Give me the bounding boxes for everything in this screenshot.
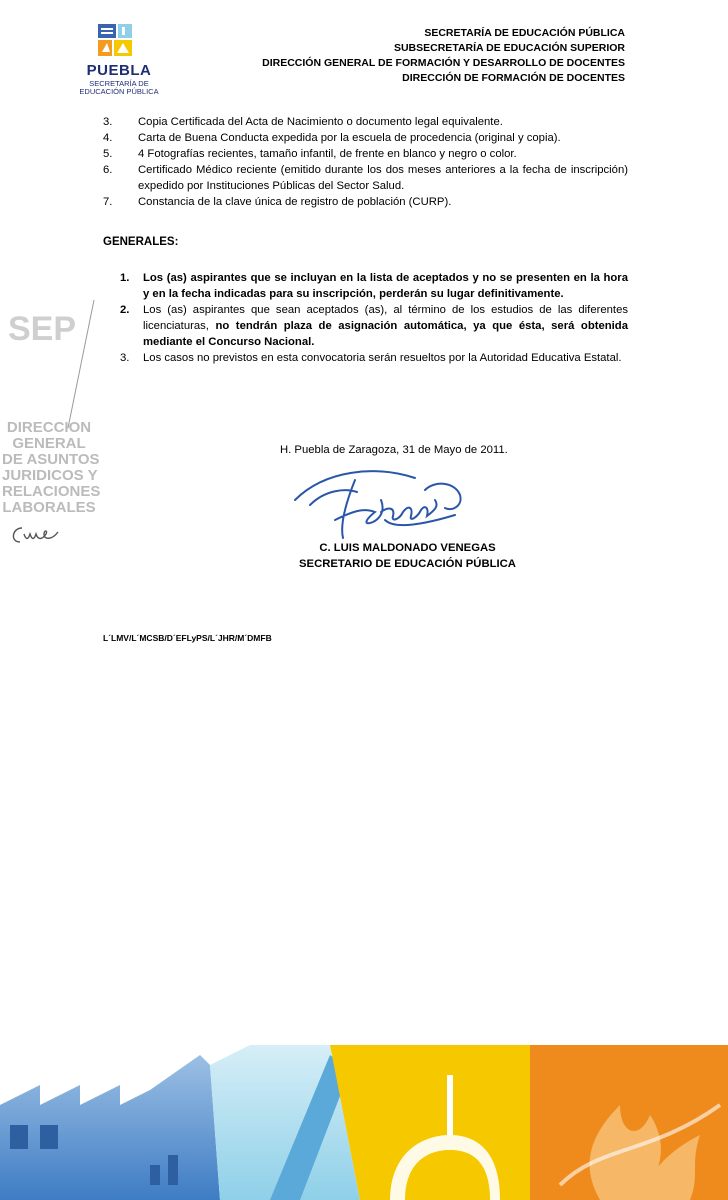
reference-initials: L´LMV/L´MCSB/D´EFLyPS/L´JHR/M´DMFB xyxy=(103,633,272,643)
sep-watermark-text: SEP xyxy=(8,310,77,348)
initials-signature xyxy=(8,520,68,550)
list-item xyxy=(103,194,628,210)
header-line1: SECRETARÍA DE EDUCACIÓN PÚBLICA xyxy=(424,27,625,39)
list-number: 4. xyxy=(103,132,113,144)
list-number: 2. xyxy=(120,304,130,316)
header-line4: DIRECCIÓN DE FORMACIÓN DE DOCENTES xyxy=(402,72,625,84)
logo-subtitle-line2: EDUCACIÓN PÚBLICA xyxy=(79,87,159,96)
watermark-line1: DIRECCION xyxy=(6,419,92,436)
list-number: 5. xyxy=(103,148,113,160)
signer-name: C. LUIS MALDONADO VENEGAS xyxy=(319,542,496,554)
watermark-line6: LABORALES xyxy=(2,499,96,516)
list-text: Copia Certificada del Acta de Nacimiento o documento legal equivalente. xyxy=(138,116,503,128)
watermark-line3: DE ASUNTOS xyxy=(2,451,100,468)
footer-banner xyxy=(0,1045,728,1200)
list-text-bold: no tendrán plaza de asignación automática, ya que ésta, será obtenida mediante el Concurso Nacional. xyxy=(143,320,628,348)
list-item xyxy=(120,350,628,366)
list-item xyxy=(120,302,628,350)
logo-brand: PUEBLA xyxy=(86,62,152,79)
list-text: Los casos no previstos en esta convocatoria serán resueltos por la Autoridad Educativa Estatal. xyxy=(143,352,622,364)
list-text: Carta de Buena Conducta expedida por la escuela de procedencia (original y copia). xyxy=(138,132,561,144)
watermark-stamp xyxy=(2,419,101,516)
generales-list xyxy=(120,270,628,366)
watermark-line5: RELACIONES xyxy=(2,483,101,500)
list-number: 7. xyxy=(103,196,113,208)
puebla-logo-icon xyxy=(98,22,138,60)
list-text: Los (as) aspirantes que sean aceptados (as), al término de los estudios de las diferentes licenciaturas, xyxy=(143,304,628,332)
logo-subtitle xyxy=(74,80,164,96)
signer-title: SECRETARIO DE EDUCACIÓN PÚBLICA xyxy=(299,558,516,570)
signature xyxy=(285,460,495,550)
list-number: 3. xyxy=(103,116,113,128)
list-number: 6. xyxy=(103,164,113,176)
place-date: H. Puebla de Zaragoza, 31 de Mayo de 2011. xyxy=(280,444,508,456)
puebla-logo xyxy=(74,22,164,102)
watermark-line4: JURIDICOS Y xyxy=(2,467,98,484)
list-item xyxy=(103,114,628,130)
watermark-line2: GENERAL xyxy=(12,435,86,452)
header-line2: SUBSECRETARÍA DE EDUCACIÓN SUPERIOR xyxy=(393,42,625,54)
list-item xyxy=(103,130,628,146)
list-text: Constancia de la clave única de registro de población (CURP). xyxy=(138,196,452,208)
requirements-list xyxy=(103,114,628,210)
generales-heading: GENERALES: xyxy=(103,236,179,248)
header-line3: DIRECCIÓN GENERAL DE FORMACIÓN Y DESARROLLO DE DOCENTES xyxy=(262,57,625,69)
list-item xyxy=(120,270,628,302)
list-item xyxy=(103,162,628,194)
watermark-line xyxy=(66,300,96,430)
list-text: Certificado Médico reciente (emitido durante los dos meses anteriores a la fecha de inscripción) expedido por Instituciones Públicas del Sector Salud. xyxy=(138,164,628,192)
list-text: 4 Fotografías recientes, tamaño infantil, de frente en blanco y negro o color. xyxy=(138,148,517,160)
letterhead xyxy=(262,26,625,86)
list-number: 1. xyxy=(120,272,130,284)
list-text: Los (as) aspirantes que se incluyan en la lista de aceptados y no se presenten en la hora y en la fecha indicadas para su inscripción, perderán su lugar definitivamente. xyxy=(143,272,628,300)
signer-block xyxy=(280,540,535,572)
list-number: 3. xyxy=(120,352,130,364)
logo-subtitle-line1: SECRETARÍA DE xyxy=(89,79,149,88)
list-item xyxy=(103,146,628,162)
